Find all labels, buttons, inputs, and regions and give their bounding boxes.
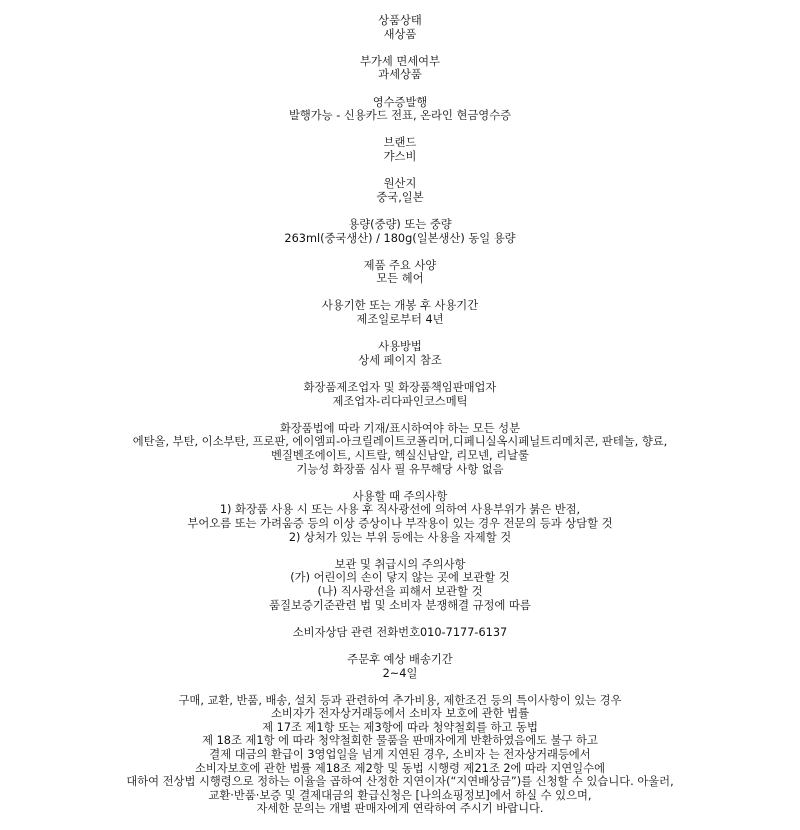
- section-receipt: [0, 96, 800, 123]
- section-heading: 브랜드: [383, 136, 417, 150]
- section-heading: 사용기한 또는 개봉 후 사용기간: [321, 299, 479, 313]
- section-consult: [0, 626, 800, 640]
- section-heading: 소비자상담 관련 전화번호010-7177-6137: [292, 625, 508, 639]
- section-expiry: [0, 299, 800, 326]
- section-brand: [0, 136, 800, 163]
- section-heading: 상품상태: [378, 14, 422, 27]
- section-manufacturer: [0, 381, 800, 408]
- section-value: 263ml(중국생산) / 180g(일본생산) 동일 용량: [284, 231, 516, 245]
- section-value: 부어오름 또는 가려움증 등의 이상 증상이나 부작용이 있는 경우 전문의 등과 상담할 것: [187, 516, 613, 530]
- section-origin: [0, 177, 800, 204]
- section-value: 발행가능 - 신용카드 전표, 온라인 현금영수증: [288, 109, 512, 123]
- section-value: 결제 대금의 환급이 3영업일을 넘게 지연된 경우, 소비자 는 전자상거래등에서: [209, 748, 591, 762]
- section-value: 기능성 화장품 심사 필 유무해당 사항 없음: [296, 462, 504, 476]
- section-value: 구매, 교환, 반품, 배송, 설치 등과 관련하여 추가비용, 제한조건 등의 특이사항이 있는 경우: [178, 693, 622, 707]
- section-heading: 화장품법에 따라 기재/표시하여야 하는 모든 성분: [279, 421, 521, 435]
- section-value: 제조업자-리다파인코스메틱: [332, 394, 468, 408]
- section-value: 제 18조 제1항 에 따라 청약철회한 물품을 판매자에게 반환하였음에도 불구 하고: [202, 734, 598, 748]
- section-heading: 보관 및 취급시의 주의사항: [334, 557, 466, 571]
- section-value: 과세상품: [378, 68, 422, 82]
- section-value: 1) 화장품 사용 시 또는 사용 후 직사광선에 의하여 사용부위가 붉은 반점,: [219, 503, 581, 517]
- section-value: 새상품: [383, 27, 417, 41]
- section-value: 갸스비: [383, 149, 417, 163]
- section-volume: [0, 218, 800, 245]
- section-value: 소비자보호에 관한 법률 제18조 제2항 및 동법 시행령 제21조 2에 따라 지연일수에: [194, 761, 605, 775]
- section-heading: 사용방법: [378, 340, 422, 354]
- section-heading: 부가세 면세여부: [360, 54, 440, 68]
- section-delivery: [0, 653, 800, 680]
- section-value: 제조일로부터 4년: [356, 313, 444, 327]
- section-spec: [0, 259, 800, 286]
- section-heading: 용량(중량) 또는 중량: [348, 217, 452, 231]
- section-product-condition: [0, 14, 800, 41]
- section-value: 자세한 문의는 개별 판매자에게 연락하여 주시기 바랍니다.: [256, 802, 544, 816]
- section-value: 모든 헤어: [376, 272, 424, 286]
- section-value: 중국,일본: [376, 190, 424, 204]
- section-heading: 제품 주요 사양: [363, 258, 437, 272]
- section-value: (나) 직사광선을 피해서 보관할 것: [317, 584, 483, 598]
- section-value: 에탄올, 부탄, 이소부탄, 프로판, 에이엠피-아크릴레이트코폴리머,디페니실옥시페닐트리메치콘, 판테놀, 향료,: [132, 435, 668, 449]
- section-value: 2~4일: [382, 666, 418, 680]
- section-heading: 주문후 예상 배송기간: [347, 652, 453, 666]
- section-value: 교환·반품·보증 및 결제대금의 환급신청은 [나의쇼핑정보]에서 하실 수 있으며,: [208, 788, 592, 802]
- product-info-document: [0, 14, 800, 830]
- section-refund: [0, 694, 800, 816]
- section-value: 벤질벤조에이트, 시트랄, 헥실신남알, 리모넨, 리날룰: [271, 449, 529, 462]
- section-heading: 사용할 때 주의사항: [352, 489, 448, 503]
- section-value: (가) 어린이의 손이 닿지 않는 곳에 보관할 것: [290, 571, 510, 585]
- section-value: 대하여 전상법 시행령으로 정하는 이율을 곱하여 산정한 지연이자(“지연배상금”)를 신청할 수 있습니다. 아울러,: [126, 775, 674, 789]
- section-heading: 화장품제조업자 및 화장품책임판매업자: [303, 381, 497, 395]
- section-value: 상세 페이지 참조: [358, 353, 442, 367]
- section-value: 소비자가 전자상거래등에서 소비자 보호에 관한 법률: [270, 707, 530, 721]
- section-ingredients: [0, 422, 800, 476]
- section-heading: 영수증발행: [372, 95, 428, 109]
- section-heading: 원산지: [383, 177, 417, 191]
- section-usage: [0, 340, 800, 367]
- section-caution: [0, 490, 800, 544]
- section-value: 제 17조 제1항 또는 제3항에 따라 청약철회를 하고 동법: [262, 720, 538, 734]
- section-vat: [0, 55, 800, 82]
- section-value: 품질보증기준관련 법 및 소비자 분쟁해결 규정에 따름: [269, 598, 531, 612]
- section-storage: [0, 558, 800, 612]
- section-value: 2) 상처가 있는 부위 등에는 사용을 자제할 것: [288, 530, 512, 544]
